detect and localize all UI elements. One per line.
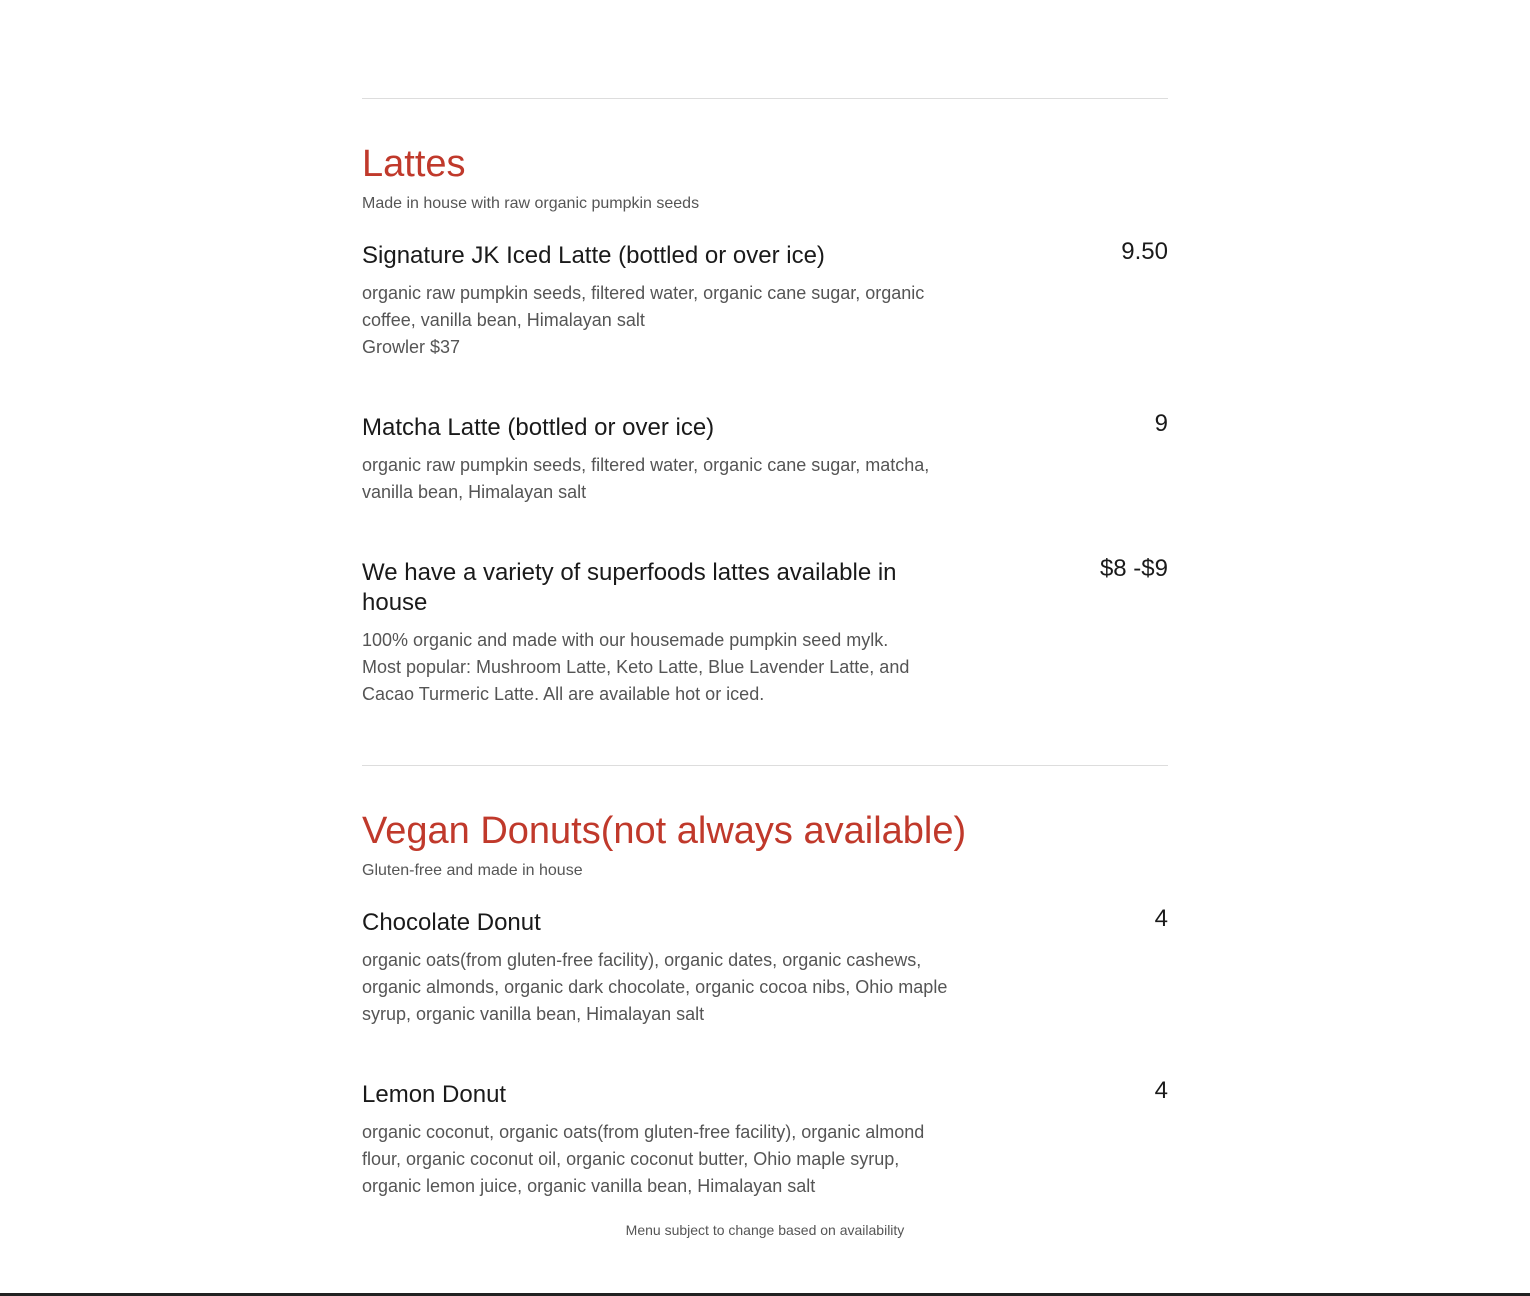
section-divider — [362, 765, 1168, 766]
menu-item — [362, 238, 1168, 361]
menu-item-description: organic raw pumpkin seeds, filtered water, organic cane sugar, organic coffee, vanilla bean, Himalayan salt — [362, 283, 925, 330]
menu-item-name: Matcha Latte (bottled or over ice) — [362, 414, 715, 441]
menu-item-details — [362, 413, 952, 506]
menu-item-name: Signature JK Iced Latte (bottled or over ice) — [362, 242, 825, 269]
menu-item-note: Growler $37 — [362, 337, 461, 357]
menu-item-details — [362, 241, 952, 361]
menu-item-description: 100% organic and made with our housemade pumpkin seed mylk. Most popular: Mushroom Latte, Keto Latte, Blue Lavender Latte, and Cacao Turmeric Latte. All are available hot or iced. — [362, 630, 910, 704]
menu-item-details — [362, 1080, 952, 1200]
menu-item-price: 9 — [1154, 410, 1168, 437]
menu-item-price: 4 — [1154, 905, 1168, 932]
menu-item — [362, 905, 1168, 1028]
section-divider — [362, 98, 1168, 99]
menu-item-details — [362, 908, 952, 1028]
menu-item-description: organic coconut, organic oats(from gluten-free facility), organic almond flour, organic coconut oil, organic coconut butter, Ohio maple syrup, organic lemon juice, organic vanilla bean, Himalayan salt — [362, 1122, 925, 1196]
section-title: Vegan Donuts(not always available) — [362, 810, 967, 852]
section-subtitle: Gluten-free and made in house — [362, 862, 583, 879]
menu-item-details — [362, 558, 922, 708]
menu-item-name: Lemon Donut — [362, 1081, 507, 1108]
menu-item-description: organic oats(from gluten-free facility), organic dates, organic cashews, organic almonds, organic dark chocolate, organic cocoa nibs, Ohio maple syrup, organic vanilla bean, Himalayan salt — [362, 950, 948, 1024]
menu — [362, 0, 1168, 1200]
section-vegan-donuts — [362, 809, 1168, 1200]
section-title: Lattes — [362, 143, 466, 185]
section-subtitle: Made in house with raw organic pumpkin seeds — [362, 195, 700, 212]
section-lattes — [362, 142, 1168, 708]
menu-item — [362, 410, 1168, 506]
menu-item — [362, 1077, 1168, 1200]
menu-item-name: Chocolate Donut — [362, 909, 541, 936]
menu-item — [362, 555, 1168, 708]
menu-item-price: 4 — [1154, 1077, 1168, 1104]
menu-item-price: $8 -$9 — [1099, 555, 1168, 582]
footer-note: Menu subject to change based on availability — [625, 1222, 905, 1238]
menu-item-price: 9.50 — [1121, 238, 1168, 265]
menu-item-description: organic raw pumpkin seeds, filtered water, organic cane sugar, matcha, vanilla bean, Himalayan salt — [362, 455, 930, 502]
menu-item-name: We have a variety of superfoods lattes available in house — [362, 559, 897, 616]
